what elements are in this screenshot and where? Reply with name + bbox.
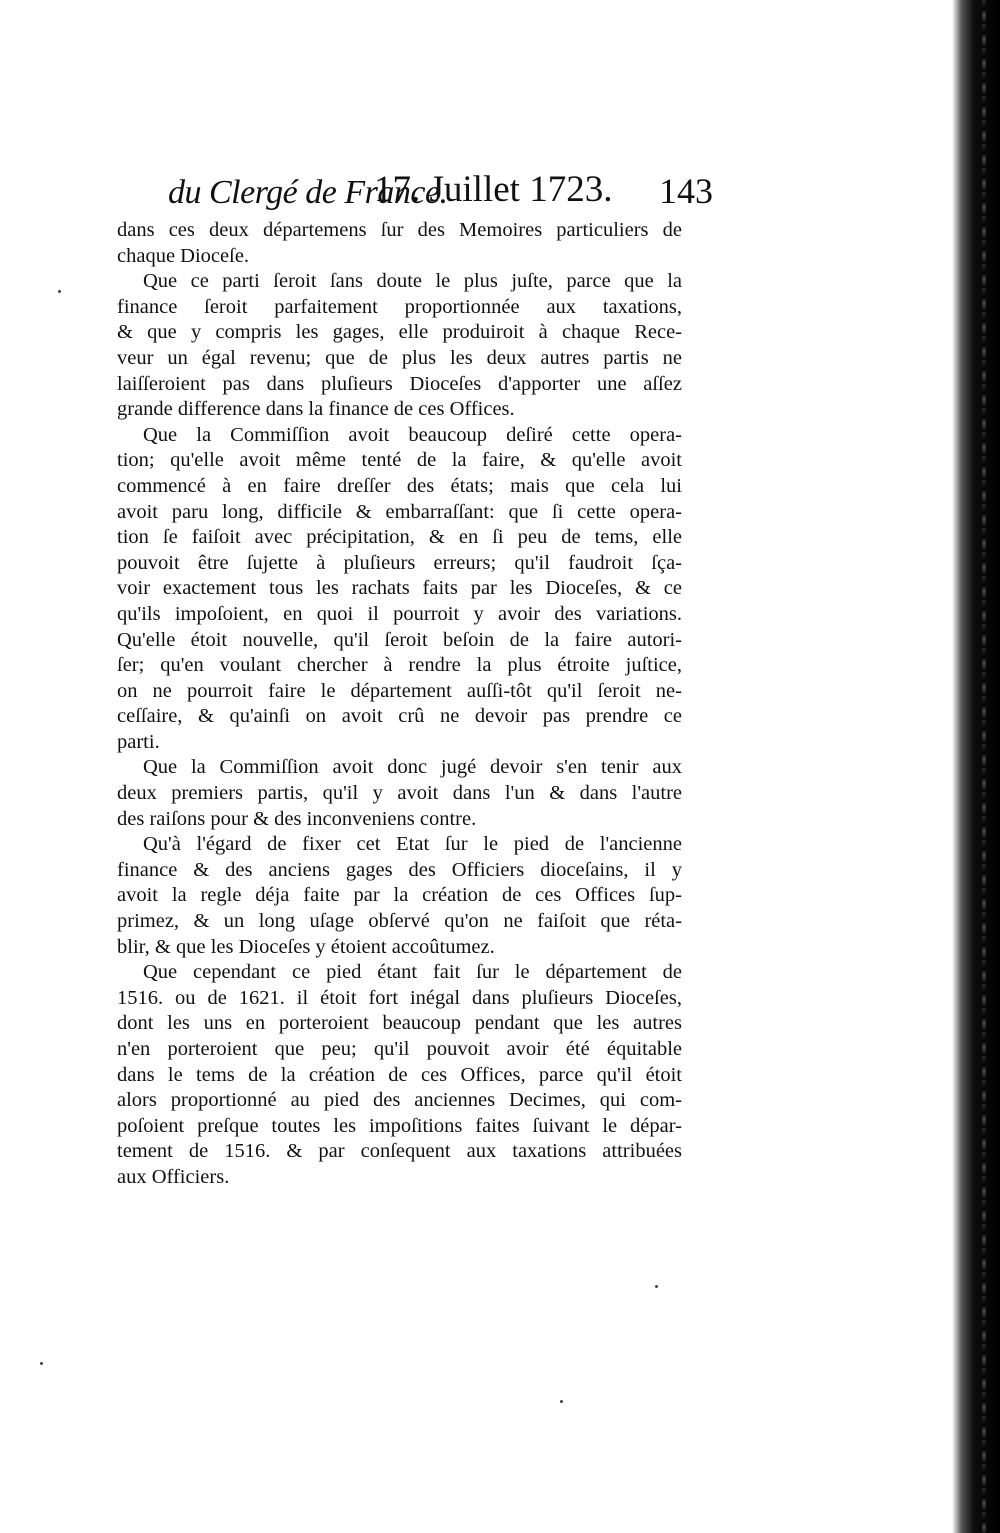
page-header <box>168 168 713 220</box>
scan-speck <box>560 1400 563 1403</box>
text-line: dont les uns en porteroient beaucoup pendant que les autres <box>117 1012 682 1035</box>
text-line: laiſſeroient pas dans pluſieurs Dioceſes d'apporter une aſſez <box>117 372 682 395</box>
text-line: veur un égal revenu; que de plus les deux autres partis ne <box>117 346 682 369</box>
scan-speck <box>655 1285 658 1288</box>
text-line: blir, & que les Dioceſes y étoient accoûtumez. <box>117 935 495 958</box>
text-line: chaque Dioceſe. <box>117 244 250 267</box>
text-line: dans ces deux départemens ſur des Memoires particuliers de <box>117 219 682 241</box>
text-line: ſer; qu'en voulant chercher à rendre la plus étroite juſtice, <box>117 654 682 677</box>
text-line: n'en porteroient que peu; qu'il pouvoit avoir été équitable <box>117 1038 682 1060</box>
text-line: grande difference dans la finance de ces Offices. <box>117 398 515 421</box>
text-line: finance ſeroit parfaitement proportionnée aux taxations, <box>117 295 682 318</box>
text-line: ceſſaire, & qu'ainſi on avoit crû ne devoir pas prendre ce <box>117 705 682 728</box>
scan-speck <box>58 290 61 293</box>
text-line: avoit la regle déja faite par la création de ces Offices ſup- <box>117 884 682 907</box>
text-line: parti. <box>117 730 160 753</box>
book-binding-edge <box>982 0 986 1533</box>
text-line: alors proportionné au pied des anciennes Decimes, qui com- <box>117 1089 682 1112</box>
text-line: finance & des anciens gages des Officiers dioceſains, il y <box>117 858 682 881</box>
text-line: primez, & un long uſage obſervé qu'on ne faiſoit que réta- <box>117 910 682 933</box>
text-line: pouvoit être ſujette à pluſieurs erreurs; qu'il faudroit ſça- <box>117 551 682 574</box>
scan-speck <box>40 1362 43 1365</box>
text-line: Qu'elle étoit nouvelle, qu'il ſeroit beſoin de la faire autori- <box>117 628 682 651</box>
text-line: poſoient preſque toutes les impoſitions faites ſuivant le dépar- <box>117 1114 682 1137</box>
text-line: Que la Commiſſion avoit beaucoup deſiré cette opera- <box>143 423 682 446</box>
running-title: du Clergé de France. <box>168 174 448 211</box>
text-line: qu'ils impoſoient, en quoi il pourroit y avoir des variations. <box>117 602 682 625</box>
text-line: Que ce parti ſeroit ſans doute le plus juſte, parce que la <box>143 270 682 293</box>
text-line: on ne pourroit faire le département auſſi-tôt qu'il ſeroit ne- <box>117 679 682 702</box>
text-line: aux Officiers. <box>117 1165 230 1188</box>
book-binding-edge <box>952 0 1000 1533</box>
header-date: 17. Juillet 1723. <box>374 169 613 210</box>
text-line: deux premiers partis, qu'il y avoit dans l'un & dans l'autre <box>117 782 682 805</box>
text-line: tement de 1516. & par conſequent aux taxations attribuées <box>117 1140 682 1163</box>
text-line: 1516. ou de 1621. il étoit fort inégal dans pluſieurs Dioceſes, <box>117 986 682 1009</box>
body-text <box>117 218 682 1191</box>
text-line: voir exactement tous les rachats faits par les Dioceſes, & ce <box>117 577 682 600</box>
text-line: & que y compris les gages, elle produiroit à chaque Rece- <box>117 321 682 344</box>
page-number: 143 <box>659 171 713 211</box>
text-line: Que cependant ce pied étant fait ſur le département de <box>143 961 682 984</box>
text-line: commencé à en faire dreſſer des états; mais que cela lui <box>117 474 682 497</box>
text-line: avoit paru long, difficile & embarraſſant: que ſi cette opera- <box>117 500 682 523</box>
text-line: tion ſe faiſoit avec précipitation, & en ſi peu de tems, elle <box>117 526 682 549</box>
text-line: des raiſons pour & des inconveniens contre. <box>117 807 477 830</box>
text-line: tion; qu'elle avoit même tenté de la faire, & qu'elle avoit <box>117 449 682 472</box>
text-line: Qu'à l'égard de fixer cet Etat ſur le pied de l'ancienne <box>143 833 682 856</box>
text-line: Que la Commiſſion avoit donc jugé devoir s'en tenir aux <box>143 756 682 779</box>
text-line: dans le tems de la création de ces Offices, parce qu'il étoit <box>117 1063 682 1086</box>
